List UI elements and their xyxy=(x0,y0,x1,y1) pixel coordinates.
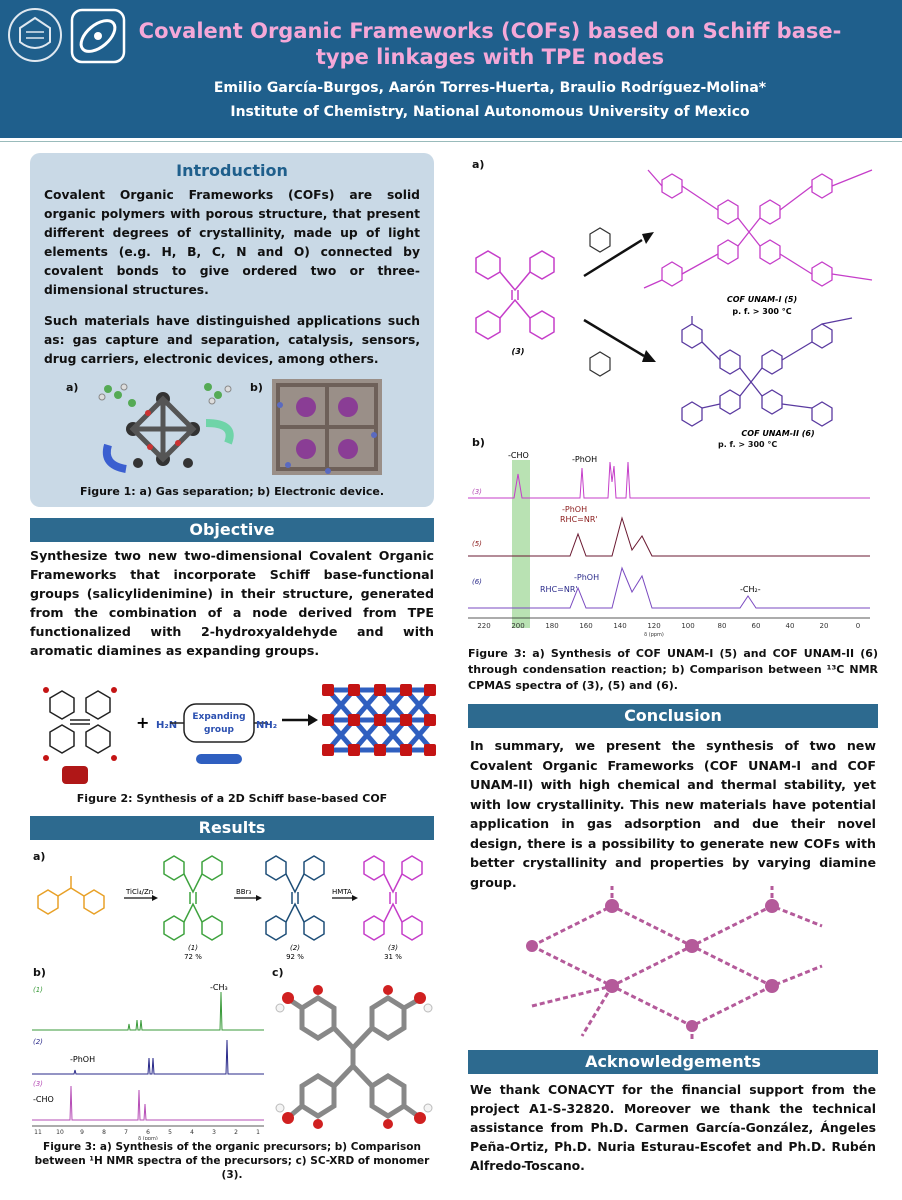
introduction-paragraph-1: Covalent Organic Frameworks (COFs) are solid organic polymers with porous structure, that present different degrees of crystallinity, made up of light elements (e.g. H, B, C, N and O) connected by covalent bonds to give ordered two or three-dimensional structures. xyxy=(44,188,420,297)
reagent-hmta: HMTA xyxy=(332,888,352,896)
cof-network-illustration xyxy=(522,886,834,1042)
cof2-melting-point: p. f. > 300 °C xyxy=(718,440,778,449)
c-nmr-label-6: (6) xyxy=(472,578,482,586)
header-divider xyxy=(0,141,902,142)
h-nmr-tick: 1 xyxy=(256,1129,260,1136)
c-nmr-tick: 80 xyxy=(717,622,727,630)
c-nmr-tick: 60 xyxy=(751,622,761,630)
figure1-label-b: b) xyxy=(250,381,263,394)
c-nmr-tick: 200 xyxy=(511,622,525,630)
c-nmr-tick: 220 xyxy=(477,622,491,630)
c-nmr-label-3: (3) xyxy=(472,488,482,496)
cho-highlight-band xyxy=(512,460,530,628)
c-peak-ch2-label: -CH₂- xyxy=(740,585,761,594)
figure1-caption: Figure 1: a) Gas separation; b) Electronic device. xyxy=(79,485,385,498)
objective-heading: Objective xyxy=(30,518,434,542)
figure3-left-caption-line-1: Figure 3: a) Synthesis of the organic precursors; b) Comparison xyxy=(43,1141,421,1153)
h-nmr-label-1: (1) xyxy=(33,986,43,994)
expanding-group-box xyxy=(184,704,254,742)
c-nmr-tick: 40 xyxy=(785,622,795,630)
c-nmr-tick: 100 xyxy=(681,622,695,630)
compound-1-label: (1) xyxy=(188,944,198,952)
h-nmr-spectrum-3 xyxy=(32,1086,264,1120)
electronic-device-illustration xyxy=(268,375,386,479)
figure2-scheme xyxy=(28,676,438,786)
linker-symbol-icon xyxy=(196,754,242,764)
introduction-box xyxy=(30,153,434,507)
scheme-compound-3: (3) xyxy=(511,347,525,356)
reaction-arrow-icon xyxy=(308,714,318,726)
c-peak-cho-label: -CHO xyxy=(508,452,529,460)
h-nmr-tick: 6 xyxy=(146,1129,150,1136)
h-nmr-label-2: (2) xyxy=(33,1038,43,1046)
h-nmr-tick: 2 xyxy=(234,1129,238,1136)
h-nmr-tick: 8 xyxy=(102,1129,106,1136)
c-nmr-tick: 0 xyxy=(855,622,861,630)
c-nmr-axis-unit: δ (ppm) xyxy=(644,632,664,638)
cof-synthesis-scheme xyxy=(462,150,896,440)
h-nmr-spectrum-2 xyxy=(32,1040,264,1074)
figure3-left-caption xyxy=(30,1140,434,1182)
c-nmr-label-5: (5) xyxy=(472,540,482,548)
c-nmr-tick: 140 xyxy=(613,622,627,630)
figure2-nh2: NH₂ xyxy=(256,720,278,731)
reagent-bbr3: BBr₃ xyxy=(236,888,252,896)
h-nmr-tick: 9 xyxy=(80,1129,84,1136)
peak-cho-label: -CHO xyxy=(33,1095,54,1104)
scheme-label-b: b) xyxy=(472,436,485,449)
h-nmr-spectra xyxy=(30,978,266,1140)
conclusion-text: In summary, we present the synthesis of two new Covalent Organic Frameworks (COF UNAM-I and COF UNAM-II) with high chemical and thermal stability, yet with low crystallinity. This new materials have potential application in gas adsorption and due their novel design, there is a possibility to generate new COFs with better crystallinity and properties by varying diamine group. xyxy=(470,738,876,890)
figure2-group: group xyxy=(204,725,234,735)
h-nmr-spectrum-1 xyxy=(32,992,264,1030)
c-nmr-spectra xyxy=(466,452,876,642)
c-peak-phoh-2-label: -PhOH xyxy=(562,505,588,514)
poster-authors: Emilio García-Burgos, Aarón Torres-Huerta, Braulio Rodríguez-Molina* xyxy=(213,80,767,96)
unam-seal-icon xyxy=(6,6,64,64)
figure3-right-caption: Figure 3: a) Synthesis of COF UNAM-I (5) and COF UNAM-II (6) through condensation reaction; b) Comparison between ¹³C NMR CPMAS spectra of (3), (5) and (6). xyxy=(468,647,878,692)
cof1-melting-point: p. f. > 300 °C xyxy=(732,307,792,316)
c-peak-rhc-3-label: RHC=NR' xyxy=(540,585,578,594)
acknowledgements-heading: Acknowledgements xyxy=(468,1050,878,1074)
figure2-caption: Figure 2: Synthesis of a 2D Schiff base-based COF xyxy=(76,792,388,805)
h-nmr-tick: 11 xyxy=(34,1129,42,1136)
figure2-h2n: H₂N xyxy=(156,720,178,731)
poster-title: Covalent Organic Frameworks (COFs) based on Schiff base-type linkages with TPE nodes xyxy=(138,19,842,69)
results-label-a: a) xyxy=(33,850,46,863)
results-label-b: b) xyxy=(33,966,46,979)
c-nmr-tick: 20 xyxy=(819,622,829,630)
c-peak-phoh-3-label: -PhOH xyxy=(574,573,600,582)
acknowledgements-text: We thank CONACYT for the financial support from the project A1-S-32820. Moreover we thank the technical assistance from Ph.D. Carmen García-González, Ángeles Peña-Ortiz, Ph.D. Nuria Esturau-Escofet and Ph.D. Rubén Alfredo-Toscano. xyxy=(470,1082,876,1173)
cof1-name: COF UNAM-I (5) xyxy=(726,295,798,304)
h-nmr-tick: 7 xyxy=(124,1129,128,1136)
reagent-ticl4: TiCl₄/Zn xyxy=(126,888,154,896)
introduction-text xyxy=(44,186,420,369)
chemistry-institute-logo-icon xyxy=(68,6,128,66)
h-nmr-tick: 3 xyxy=(212,1129,216,1136)
gas-separation-illustration xyxy=(88,373,238,479)
conclusion-heading: Conclusion xyxy=(468,704,878,728)
c-nmr-tick: 120 xyxy=(647,622,661,630)
results-heading: Results xyxy=(30,816,434,840)
results-label-c: c) xyxy=(272,966,284,979)
figure3-left-caption-line-2: between ¹H NMR spectra of the precursors; c) SC-XRD of monomer (3). xyxy=(34,1155,430,1181)
arrow-to-cof1-icon xyxy=(642,232,654,244)
compound-3-label: (3) xyxy=(388,944,398,952)
poster-header xyxy=(0,0,902,138)
h-nmr-tick: 5 xyxy=(168,1129,172,1136)
objective-text: Synthesize two new two-dimensional Covalent Organic Frameworks that incorporate Schiff base-functional groups (salicylidenimine) in their structure, generated from the combination of a node derived from TPE functionalized with 2-hydroxyaldehyde and with aromatic diamines as expanding groups. xyxy=(30,548,434,658)
h-nmr-tick: 4 xyxy=(190,1129,194,1136)
h-nmr-label-3: (3) xyxy=(33,1080,43,1088)
c-nmr-tick: 160 xyxy=(579,622,593,630)
compound-2-label: (2) xyxy=(290,944,300,952)
figure1-label-a: a) xyxy=(66,381,79,394)
poster-institute: Institute of Chemistry, National Autonomous University of Mexico xyxy=(230,104,750,120)
arrow-to-cof2-icon xyxy=(642,350,656,362)
introduction-heading: Introduction xyxy=(176,161,288,180)
compound-2-yield: 92 % xyxy=(286,953,304,961)
c-peak-phoh-1-label: -PhOH xyxy=(572,455,598,464)
peak-ch3-label: -CH₃ xyxy=(210,983,228,992)
precursor-synthesis-scheme xyxy=(30,842,434,962)
compound-3-yield: 31 % xyxy=(384,953,402,961)
h-nmr-axis-unit: δ (ppm) xyxy=(138,1136,158,1140)
scheme-label-a: a) xyxy=(472,158,485,171)
cof2-name: COF UNAM-II (6) xyxy=(741,429,815,438)
c-nmr-tick: 180 xyxy=(545,622,559,630)
peak-phoh-label: -PhOH xyxy=(70,1055,96,1064)
h-nmr-tick: 10 xyxy=(56,1129,64,1136)
c-peak-rhc-2-label: RHC=NR' xyxy=(560,515,598,524)
compound-1-yield: 72 % xyxy=(184,953,202,961)
sc-xrd-structure xyxy=(272,978,434,1136)
introduction-paragraph-2: Such materials have distinguished applications such as: gas capture and separation, catalysis, sensors, drug carriers, electronic devices, among others. xyxy=(44,314,420,366)
figure2-expanding: Expanding xyxy=(192,712,246,722)
figure2-plus: + xyxy=(136,713,150,732)
tpe-node-symbol-icon xyxy=(62,766,88,784)
